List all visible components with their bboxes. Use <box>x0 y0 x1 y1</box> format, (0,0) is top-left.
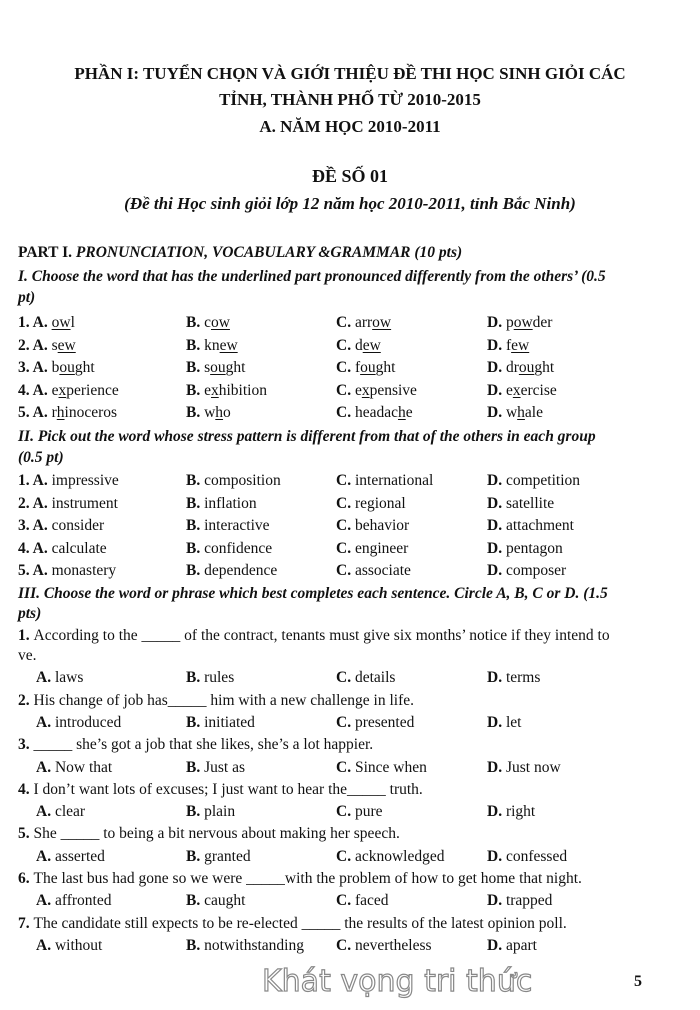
option-letter: A. <box>36 713 55 731</box>
question-sentence: ve. <box>18 647 37 664</box>
option-d <box>487 494 554 514</box>
option-text: l <box>70 314 75 331</box>
option-d <box>487 802 535 822</box>
option-letter: A. <box>32 381 52 399</box>
option-letter: C. <box>336 713 355 731</box>
option-letter: A. <box>32 539 52 557</box>
option-letter: D. <box>487 314 506 331</box>
option-letter: B. <box>186 517 205 535</box>
underlined-part: ou <box>59 359 75 376</box>
option-a <box>18 561 116 581</box>
option-letter: B. <box>186 336 205 354</box>
option-a <box>18 313 75 333</box>
option-text: confidence <box>204 539 273 557</box>
option-text: f <box>354 359 361 376</box>
option-letter: B. <box>186 847 205 865</box>
part-label: PART I. <box>18 244 73 261</box>
option-text: d <box>354 336 363 354</box>
option-letter: A. <box>36 892 55 910</box>
question-number: 4. <box>18 780 34 798</box>
question-number: 3. <box>18 736 34 754</box>
option-text: perience <box>66 381 119 399</box>
underlined-part: ow <box>513 314 533 331</box>
section2-instruction-cont: (0.5 pt) <box>18 449 64 466</box>
option-text: e <box>505 381 513 399</box>
option-text: caught <box>204 892 246 910</box>
option-letter: C. <box>336 758 355 776</box>
option-d <box>487 381 557 401</box>
option-letter: C. <box>336 847 355 865</box>
option-text: dr <box>505 359 519 376</box>
option-text: competition <box>505 472 580 489</box>
option-letter: A. <box>32 359 52 376</box>
option-text: e <box>51 381 59 399</box>
option-text: ght <box>74 359 95 376</box>
option-text: r <box>51 404 57 421</box>
option-text: w <box>204 404 216 421</box>
option-letter: C. <box>336 892 355 910</box>
option-letter: C. <box>336 359 355 376</box>
option-a <box>36 758 112 778</box>
option-d <box>487 313 552 333</box>
question-text <box>18 735 373 755</box>
option-text: notwithstanding <box>204 936 304 954</box>
option-text: calculate <box>51 539 107 557</box>
option-letter: D. <box>487 936 506 954</box>
option-text: plain <box>204 803 236 821</box>
option-letter: A. <box>36 847 55 865</box>
option-text: s <box>51 336 58 354</box>
question-number: 6. <box>18 870 34 887</box>
section1-instruction-cont: pt) <box>18 289 36 306</box>
option-text: Just as <box>204 758 246 776</box>
option-b <box>186 313 230 333</box>
underlined-part: ew <box>219 336 238 354</box>
exam-number: ĐỀ SỐ 01 <box>311 166 389 186</box>
option-text: ale <box>524 404 543 421</box>
question-text <box>18 914 567 934</box>
option-letter: D. <box>487 847 506 865</box>
underlined-part: ow <box>51 314 71 331</box>
option-text: dependence <box>204 562 278 580</box>
option-a <box>18 381 119 401</box>
option-d <box>487 403 543 423</box>
option-letter: C. <box>336 336 355 354</box>
option-letter: C. <box>336 472 355 489</box>
option-text: ght <box>534 359 555 376</box>
option-text: without <box>54 936 103 954</box>
option-text: ght <box>225 359 246 376</box>
item-number: 4. <box>18 539 33 557</box>
part-title-line1: PHẦN I: TUYỂN CHỌN VÀ GIỚI THIỆU ĐỀ THI HỌC SINH GIỎI CÁC <box>74 64 626 83</box>
option-letter: A. <box>36 803 55 821</box>
option-d <box>487 561 566 581</box>
option-a <box>36 802 85 822</box>
option-letter: D. <box>487 539 506 557</box>
option-text: w <box>505 404 518 421</box>
question-text <box>18 824 400 844</box>
option-text: regional <box>354 494 406 512</box>
option-d <box>487 713 521 733</box>
item-number: 3. <box>18 517 33 535</box>
option-letter: B. <box>186 758 205 776</box>
underlined-part: ew <box>362 336 381 354</box>
option-text: headac <box>354 404 398 421</box>
option-b <box>186 891 245 911</box>
question-text <box>18 869 582 889</box>
question-text <box>18 691 414 711</box>
option-a <box>36 891 111 911</box>
option-b <box>186 471 281 491</box>
underlined-part: ou <box>210 359 226 376</box>
question-number: 5. <box>18 825 34 843</box>
option-letter: B. <box>186 494 205 512</box>
option-text: satellite <box>505 494 555 512</box>
option-letter: C. <box>336 381 355 399</box>
option-c <box>336 403 413 423</box>
option-b <box>186 358 245 378</box>
option-letter: B. <box>186 539 205 557</box>
option-a <box>36 713 121 733</box>
option-text: pentagon <box>505 539 563 557</box>
option-text: Just now <box>505 758 561 776</box>
underlined-part: x <box>210 381 219 399</box>
option-b <box>186 847 251 867</box>
option-letter: B. <box>186 892 205 910</box>
item-number: 5. <box>18 404 33 421</box>
option-d <box>487 539 563 559</box>
item-number: 2. <box>18 494 33 512</box>
watermark-slogan: Khát vọng tri thức <box>262 964 533 999</box>
option-letter: D. <box>487 336 506 354</box>
option-text: clear <box>54 803 86 821</box>
option-letter: A. <box>32 472 52 489</box>
option-letter: A. <box>32 404 52 421</box>
option-a <box>18 336 76 356</box>
option-letter: D. <box>487 669 506 687</box>
option-text: acknowledged <box>354 847 445 865</box>
option-d <box>487 471 580 491</box>
option-letter: C. <box>336 669 355 687</box>
option-text: affronted <box>54 892 112 910</box>
option-text: terms <box>505 669 541 687</box>
option-c <box>336 891 389 911</box>
item-number: 5. <box>18 562 33 580</box>
question-sentence: _____ she’s got a job that she likes, she’s a lot happier. <box>33 736 374 754</box>
option-b <box>186 668 234 688</box>
option-text: ercise <box>520 381 557 399</box>
option-text: rules <box>204 669 235 687</box>
option-letter: D. <box>487 359 506 376</box>
option-text: pensive <box>369 381 417 399</box>
option-d <box>487 516 574 536</box>
option-text: inflation <box>204 494 257 512</box>
option-letter: D. <box>487 713 506 731</box>
option-letter: B. <box>186 404 205 421</box>
option-text: nevertheless <box>354 936 432 954</box>
question-sentence: I don’t want lots of excuses; I just want to hear the_____ truth. <box>33 780 423 798</box>
option-letter: B. <box>186 381 205 399</box>
question-number: 1. <box>18 627 34 644</box>
option-text: confessed <box>505 847 568 865</box>
section1-instruction: I. Choose the word that has the underlined part pronounced differently from the others’ (0.5 <box>18 268 606 285</box>
option-letter: A. <box>32 517 52 535</box>
option-text: asserted <box>54 847 105 865</box>
option-a <box>36 936 102 956</box>
option-text: behavior <box>354 517 410 535</box>
option-d <box>487 336 529 356</box>
option-letter: A. <box>32 562 52 580</box>
option-text: arr <box>354 314 373 331</box>
option-text: e <box>204 381 211 399</box>
option-letter: C. <box>336 314 355 331</box>
option-text: international <box>354 472 434 489</box>
option-letter: D. <box>487 472 506 489</box>
option-letter: B. <box>186 472 205 489</box>
underlined-part: x <box>58 381 67 399</box>
section2-instruction: II. Pick out the word whose stress pattern is different from that of the others in each group <box>18 428 596 445</box>
item-number: 2. <box>18 336 33 354</box>
option-letter: C. <box>336 404 355 421</box>
item-number: 1. <box>18 472 33 489</box>
option-c <box>336 713 414 733</box>
option-b <box>186 936 304 956</box>
option-text: associate <box>354 562 411 580</box>
option-d <box>487 891 552 911</box>
option-c <box>336 336 381 356</box>
option-letter: C. <box>336 494 355 512</box>
question-text-cont <box>18 646 37 666</box>
underlined-part: ew <box>511 336 530 354</box>
question-sentence: According to the _____ of the contract, tenants must give six months’ notice if they intend to <box>33 627 610 644</box>
option-text: composition <box>204 472 281 489</box>
part-heading <box>18 243 462 263</box>
option-a <box>18 471 119 491</box>
option-letter: B. <box>186 562 205 580</box>
option-letter: C. <box>336 936 355 954</box>
underlined-part: ew <box>57 336 76 354</box>
option-d <box>487 758 561 778</box>
option-text: consider <box>51 517 105 535</box>
option-a <box>18 516 104 536</box>
option-letter: B. <box>186 803 205 821</box>
option-b <box>186 561 277 581</box>
option-text: ght <box>375 359 396 376</box>
underlined-part: h <box>517 404 525 421</box>
option-letter: B. <box>186 936 205 954</box>
option-c <box>336 668 395 688</box>
question-text <box>18 626 610 646</box>
option-c <box>336 471 433 491</box>
option-text: e <box>405 404 413 421</box>
part-title-line2: TỈNH, THÀNH PHỐ TỪ 2010-2015 <box>219 90 481 109</box>
option-text: engineer <box>354 539 409 557</box>
option-text: b <box>51 359 60 376</box>
option-b <box>186 802 235 822</box>
option-text: instrument <box>51 494 118 512</box>
question-number: 2. <box>18 691 34 709</box>
option-text: details <box>354 669 396 687</box>
option-letter: D. <box>487 803 506 821</box>
option-text: s <box>204 359 211 376</box>
option-text: faced <box>354 892 389 910</box>
exam-subtitle: (Đề thi Học sinh giỏi lớp 12 năm học 2010-2011, tỉnh Bắc Ninh) <box>124 194 576 213</box>
option-c <box>336 313 391 333</box>
option-letter: B. <box>186 669 205 687</box>
question-sentence: She _____ to being a bit nervous about making her speech. <box>33 825 400 843</box>
option-letter: A. <box>36 936 55 954</box>
option-text: inoceros <box>64 404 118 421</box>
option-text: der <box>532 314 553 331</box>
question-number: 7. <box>18 914 34 932</box>
option-a <box>36 668 83 688</box>
underlined-part: ou <box>360 359 376 376</box>
option-letter: C. <box>336 539 355 557</box>
item-number: 4. <box>18 381 33 399</box>
option-letter: D. <box>487 517 506 535</box>
option-a <box>18 358 95 378</box>
option-b <box>186 403 231 423</box>
option-c <box>336 802 383 822</box>
item-number: 3. <box>18 359 33 376</box>
part-title: PRONUNCIATION, VOCABULARY &GRAMMAR (10 pts) <box>75 244 463 261</box>
option-text: let <box>505 713 522 731</box>
option-text: trapped <box>505 892 553 910</box>
option-text: c <box>204 314 211 331</box>
option-letter: D. <box>487 494 506 512</box>
option-letter: D. <box>487 892 506 910</box>
option-text: Now that <box>54 758 113 776</box>
option-letter: D. <box>487 381 506 399</box>
option-text: f <box>505 336 512 354</box>
option-b <box>186 516 270 536</box>
option-text: initiated <box>204 713 255 731</box>
underlined-part: h <box>397 404 406 421</box>
option-c <box>336 539 408 559</box>
option-letter: C. <box>336 803 355 821</box>
underlined-part: x <box>512 381 521 399</box>
option-b <box>186 381 267 401</box>
option-letter: B. <box>186 713 205 731</box>
underlined-part: h <box>215 404 224 421</box>
option-text: monastery <box>51 562 117 580</box>
item-number: 1. <box>18 314 33 331</box>
section3-instruction-cont: pts) <box>18 605 42 622</box>
option-c <box>336 847 444 867</box>
option-b <box>186 494 257 514</box>
underlined-part: x <box>361 381 370 399</box>
option-letter: A. <box>32 336 52 354</box>
option-c <box>336 381 417 401</box>
question-sentence: His change of job has_____ him with a new challenge in life. <box>33 691 415 709</box>
question-sentence: The candidate still expects to be re-elected _____ the results of the latest opinion poll. <box>33 914 567 932</box>
underlined-part: ow <box>372 314 392 331</box>
option-a <box>18 539 107 559</box>
option-text: granted <box>204 847 251 865</box>
option-b <box>186 758 245 778</box>
option-letter: A. <box>32 314 52 331</box>
option-text: impressive <box>51 472 119 489</box>
option-a <box>18 494 118 514</box>
section3-instruction: III. Choose the word or phrase which best completes each sentence. Circle A, B, C or D. (1.5 <box>18 585 608 602</box>
option-letter: D. <box>487 562 506 580</box>
page-number: 5 <box>634 973 642 990</box>
school-year-heading: A. NĂM HỌC 2010-2011 <box>259 117 441 136</box>
option-b <box>186 539 272 559</box>
option-letter: D. <box>487 404 506 421</box>
option-text: Since when <box>354 758 427 776</box>
option-letter: C. <box>336 562 355 580</box>
option-text: introduced <box>54 713 122 731</box>
option-text: pure <box>354 803 383 821</box>
option-letter: B. <box>186 359 205 376</box>
option-text: attachment <box>505 517 574 535</box>
option-d <box>487 847 567 867</box>
option-letter: A. <box>36 758 55 776</box>
option-text: hibition <box>218 381 267 399</box>
option-text: e <box>354 381 362 399</box>
option-text: o <box>223 404 231 421</box>
option-letter: A. <box>36 669 55 687</box>
option-text: laws <box>54 669 84 687</box>
option-text: composer <box>505 562 567 580</box>
question-sentence: The last bus had gone so we were _____with the problem of how to get home that night. <box>33 870 582 887</box>
underlined-part: ou <box>518 359 535 376</box>
option-b <box>186 713 255 733</box>
option-text: kn <box>204 336 220 354</box>
option-letter: A. <box>32 494 52 512</box>
option-c <box>336 358 395 378</box>
underlined-part: h <box>56 404 65 421</box>
option-d <box>487 668 540 688</box>
option-text: presented <box>354 713 415 731</box>
option-letter: D. <box>487 758 506 776</box>
underlined-part: ow <box>210 314 230 331</box>
option-d <box>487 936 537 956</box>
option-c <box>336 758 427 778</box>
option-c <box>336 936 432 956</box>
option-c <box>336 494 406 514</box>
option-text: right <box>505 803 536 821</box>
option-a <box>36 847 105 867</box>
question-text <box>18 780 423 800</box>
option-text: apart <box>505 936 537 954</box>
option-c <box>336 561 411 581</box>
option-b <box>186 336 238 356</box>
option-c <box>336 516 409 536</box>
option-a <box>18 403 117 423</box>
option-letter: C. <box>336 517 355 535</box>
option-text: interactive <box>204 517 270 535</box>
option-letter: B. <box>186 314 205 331</box>
option-d <box>487 358 554 378</box>
option-text: p <box>505 314 514 331</box>
